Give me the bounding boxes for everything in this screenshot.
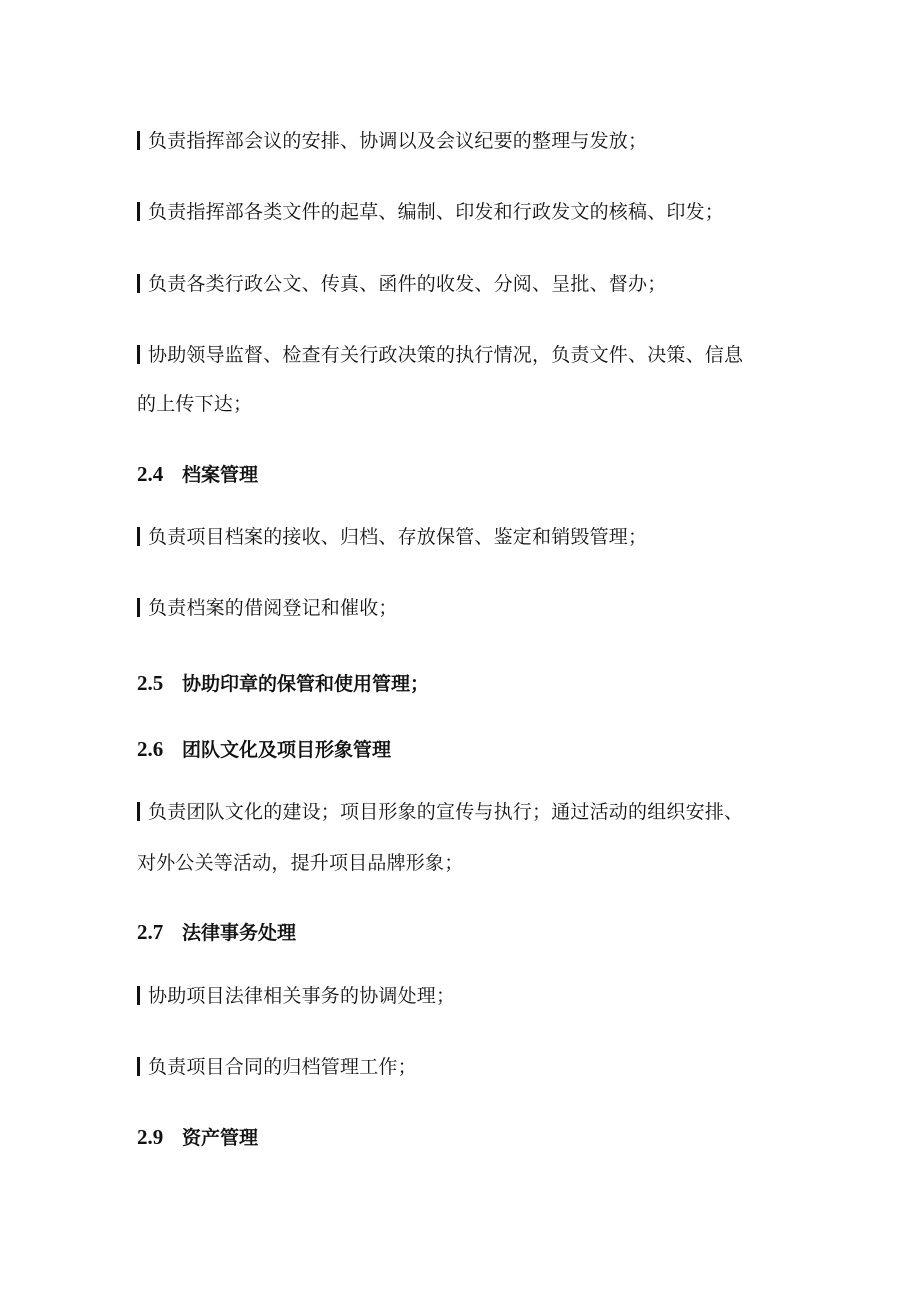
- bullet-marker: [137, 131, 140, 150]
- bullet-text: 协助领导监督、检查有关行政决策的执行情况，负责文件、决策、信息: [148, 344, 744, 366]
- bullet-marker: [137, 1057, 140, 1076]
- section-number: 2.6: [137, 737, 164, 761]
- bullet-marker: [137, 345, 140, 364]
- bullet-item: [137, 129, 647, 153]
- section-number: 2.7: [137, 920, 164, 944]
- bullet-marker: [137, 527, 140, 546]
- section-heading: [137, 1125, 258, 1150]
- bullet-text: 协助项目法律相关事务的协调处理；: [148, 985, 456, 1007]
- section-heading: [137, 737, 391, 762]
- bullet-item: [137, 800, 743, 824]
- section-number: 2.5: [137, 671, 164, 695]
- section-title: 法律事务处理: [182, 922, 297, 944]
- bullet-item: [137, 343, 743, 367]
- section-heading: [137, 462, 258, 487]
- bullet-continuation: 对外公关等活动，提升项目品牌形象；: [137, 852, 464, 874]
- section-title: 资产管理: [182, 1127, 259, 1149]
- bullet-item: [137, 272, 666, 296]
- bullet-item: [137, 984, 455, 1008]
- bullet-text: 负责档案的借阅登记和催收；: [148, 597, 398, 619]
- bullet-text: 负责项目档案的接收、归档、存放保管、鉴定和销毁管理；: [148, 526, 648, 548]
- bullet-item: [137, 525, 647, 549]
- bullet-marker: [137, 598, 140, 617]
- bullet-continuation: 的上传下达；: [137, 393, 253, 415]
- bullet-text: 负责各类行政公文、传真、函件的收发、分阅、呈批、督办；: [148, 273, 667, 295]
- section-title: 协助印章的保管和使用管理；: [182, 673, 430, 695]
- bullet-item: [137, 1055, 417, 1079]
- bullet-item: [137, 200, 724, 224]
- section-heading: [137, 671, 429, 696]
- bullet-text: 负责指挥部各类文件的起草、编制、印发和行政发文的核稿、印发；: [148, 201, 725, 223]
- bullet-text: 负责项目合同的归档管理工作；: [148, 1056, 417, 1078]
- bullet-marker: [137, 986, 140, 1005]
- bullet-text: 负责指挥部会议的安排、协调以及会议纪要的整理与发放；: [148, 130, 648, 152]
- section-title: 团队文化及项目形象管理: [182, 739, 392, 761]
- section-number: 2.9: [137, 1125, 164, 1149]
- bullet-item: [137, 596, 398, 620]
- bullet-marker: [137, 802, 140, 821]
- section-heading: [137, 920, 296, 945]
- bullet-marker: [137, 274, 140, 293]
- bullet-text: 负责团队文化的建设；项目形象的宣传与执行；通过活动的组织安排、: [148, 801, 744, 823]
- section-number: 2.4: [137, 462, 164, 486]
- section-title: 档案管理: [182, 464, 259, 486]
- bullet-marker: [137, 202, 140, 221]
